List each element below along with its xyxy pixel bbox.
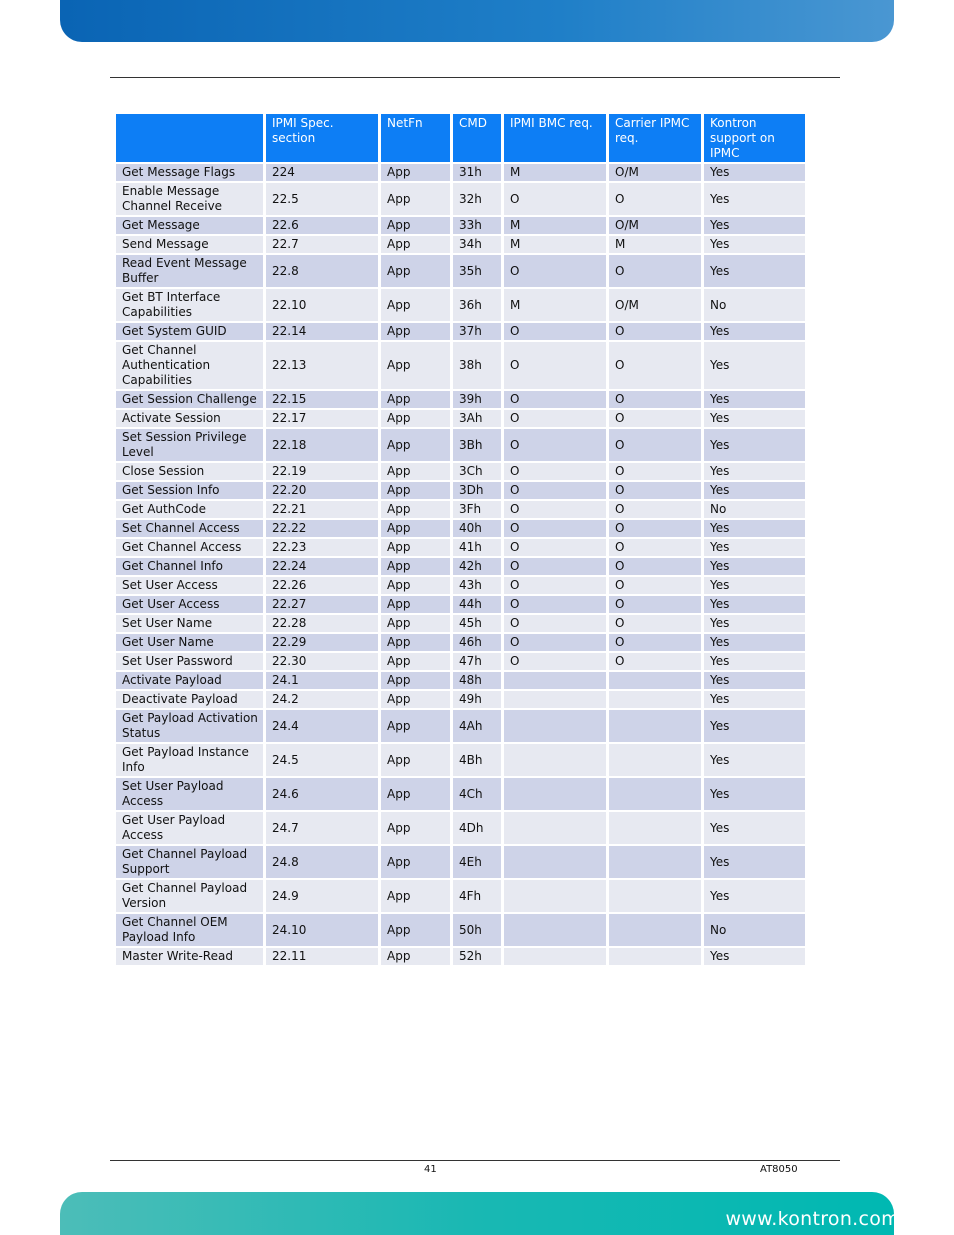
cmd-cell: 32h	[453, 183, 501, 215]
kontron-support-cell: Yes	[704, 410, 805, 427]
bmc-req-cell: O	[504, 501, 606, 518]
table-row	[116, 520, 805, 537]
carrier-req-cell	[609, 914, 701, 946]
cmd-cell: 52h	[453, 948, 501, 965]
kontron-support-cell: Yes	[704, 539, 805, 556]
table-row	[116, 672, 805, 689]
carrier-req-cell	[609, 744, 701, 776]
spec-section-cell: 22.10	[266, 289, 378, 321]
spec-section-cell: 24.9	[266, 880, 378, 912]
bmc-req-cell: O	[504, 391, 606, 408]
table-row	[116, 342, 805, 389]
netfn-cell: App	[381, 812, 450, 844]
header-cmd: CMD	[453, 114, 501, 162]
cmd-cell: 37h	[453, 323, 501, 340]
cmd-cell: 43h	[453, 577, 501, 594]
carrier-req-cell: M	[609, 236, 701, 253]
netfn-cell: App	[381, 482, 450, 499]
spec-section-cell: 22.28	[266, 615, 378, 632]
carrier-req-cell	[609, 812, 701, 844]
spec-section-cell: 24.1	[266, 672, 378, 689]
kontron-support-cell: Yes	[704, 255, 805, 287]
carrier-req-cell	[609, 880, 701, 912]
cmd-cell: 3Fh	[453, 501, 501, 518]
top-divider	[110, 77, 840, 78]
kontron-support-cell: Yes	[704, 812, 805, 844]
command-cell: Set Session Privilege Level	[116, 429, 263, 461]
table-row	[116, 615, 805, 632]
netfn-cell: App	[381, 342, 450, 389]
carrier-req-cell: O	[609, 255, 701, 287]
carrier-req-cell	[609, 948, 701, 965]
spec-section-cell: 22.6	[266, 217, 378, 234]
bmc-req-cell	[504, 846, 606, 878]
netfn-cell: App	[381, 236, 450, 253]
netfn-cell: App	[381, 289, 450, 321]
kontron-support-cell: Yes	[704, 463, 805, 480]
spec-section-cell: 22.5	[266, 183, 378, 215]
spec-section-cell: 24.4	[266, 710, 378, 742]
cmd-cell: 47h	[453, 653, 501, 670]
spec-section-cell: 24.8	[266, 846, 378, 878]
bmc-req-cell: O	[504, 183, 606, 215]
bmc-req-cell	[504, 691, 606, 708]
spec-section-cell: 24.10	[266, 914, 378, 946]
cmd-cell: 36h	[453, 289, 501, 321]
bmc-req-cell: M	[504, 217, 606, 234]
bmc-req-cell: O	[504, 653, 606, 670]
carrier-req-cell: O	[609, 653, 701, 670]
bmc-req-cell	[504, 948, 606, 965]
spec-section-cell: 224	[266, 164, 378, 181]
carrier-req-cell: O	[609, 482, 701, 499]
header-command	[116, 114, 263, 162]
cmd-cell: 50h	[453, 914, 501, 946]
top-banner	[60, 0, 894, 42]
netfn-cell: App	[381, 410, 450, 427]
command-cell: Set User Access	[116, 577, 263, 594]
spec-section-cell: 22.30	[266, 653, 378, 670]
carrier-req-cell: O/M	[609, 217, 701, 234]
cmd-cell: 4Ch	[453, 778, 501, 810]
cmd-cell: 3Ch	[453, 463, 501, 480]
carrier-req-cell: O	[609, 391, 701, 408]
table-row	[116, 577, 805, 594]
bmc-req-cell: O	[504, 577, 606, 594]
kontron-support-cell: Yes	[704, 672, 805, 689]
carrier-req-cell: O	[609, 596, 701, 613]
cmd-cell: 39h	[453, 391, 501, 408]
command-cell: Get System GUID	[116, 323, 263, 340]
header-bmc-req: IPMI BMC req.	[504, 114, 606, 162]
header-spec-section: IPMI Spec. section	[266, 114, 378, 162]
spec-section-cell: 22.22	[266, 520, 378, 537]
kontron-support-cell: Yes	[704, 634, 805, 651]
bmc-req-cell: O	[504, 342, 606, 389]
bmc-req-cell	[504, 778, 606, 810]
cmd-cell: 46h	[453, 634, 501, 651]
spec-section-cell: 22.27	[266, 596, 378, 613]
command-cell: Get Channel Authentication Capabilities	[116, 342, 263, 389]
spec-section-cell: 22.21	[266, 501, 378, 518]
kontron-support-cell: Yes	[704, 691, 805, 708]
cmd-cell: 3Bh	[453, 429, 501, 461]
kontron-support-cell: Yes	[704, 217, 805, 234]
document-code: AT8050	[760, 1164, 798, 1175]
bmc-req-cell	[504, 710, 606, 742]
cmd-cell: 45h	[453, 615, 501, 632]
bmc-req-cell: O	[504, 463, 606, 480]
ipmi-command-table	[113, 112, 808, 967]
spec-section-cell: 22.20	[266, 482, 378, 499]
table-row	[116, 391, 805, 408]
kontron-support-cell: Yes	[704, 183, 805, 215]
netfn-cell: App	[381, 596, 450, 613]
carrier-req-cell: O	[609, 463, 701, 480]
bmc-req-cell: O	[504, 255, 606, 287]
table-row	[116, 323, 805, 340]
command-cell: Master Write-Read	[116, 948, 263, 965]
kontron-support-cell: Yes	[704, 778, 805, 810]
carrier-req-cell: O	[609, 501, 701, 518]
carrier-req-cell: O	[609, 520, 701, 537]
spec-section-cell: 22.7	[266, 236, 378, 253]
cmd-cell: 40h	[453, 520, 501, 537]
table-row	[116, 217, 805, 234]
spec-section-cell: 24.7	[266, 812, 378, 844]
netfn-cell: App	[381, 183, 450, 215]
bmc-req-cell: O	[504, 520, 606, 537]
bmc-req-cell: O	[504, 539, 606, 556]
bmc-req-cell: M	[504, 164, 606, 181]
netfn-cell: App	[381, 948, 450, 965]
command-cell: Get Message	[116, 217, 263, 234]
bmc-req-cell: O	[504, 615, 606, 632]
netfn-cell: App	[381, 577, 450, 594]
table-row	[116, 501, 805, 518]
table-row	[116, 596, 805, 613]
table-row	[116, 539, 805, 556]
kontron-support-cell: Yes	[704, 880, 805, 912]
netfn-cell: App	[381, 710, 450, 742]
kontron-support-cell: Yes	[704, 744, 805, 776]
netfn-cell: App	[381, 653, 450, 670]
table-row	[116, 846, 805, 878]
spec-section-cell: 22.8	[266, 255, 378, 287]
bmc-req-cell	[504, 880, 606, 912]
kontron-support-cell: Yes	[704, 391, 805, 408]
cmd-cell: 41h	[453, 539, 501, 556]
spec-section-cell: 22.11	[266, 948, 378, 965]
netfn-cell: App	[381, 880, 450, 912]
cmd-cell: 49h	[453, 691, 501, 708]
table-row	[116, 914, 805, 946]
bmc-req-cell	[504, 744, 606, 776]
carrier-req-cell	[609, 710, 701, 742]
spec-section-cell: 22.18	[266, 429, 378, 461]
table-row	[116, 778, 805, 810]
spec-section-cell: 22.24	[266, 558, 378, 575]
table-row	[116, 482, 805, 499]
kontron-support-cell: No	[704, 914, 805, 946]
command-cell: Get AuthCode	[116, 501, 263, 518]
command-cell: Get User Name	[116, 634, 263, 651]
command-cell: Get Payload Activation Status	[116, 710, 263, 742]
header-netfn: NetFn	[381, 114, 450, 162]
command-cell: Get Session Challenge	[116, 391, 263, 408]
spec-section-cell: 22.14	[266, 323, 378, 340]
cmd-cell: 34h	[453, 236, 501, 253]
header-kontron-support: Kontron support on IPMC	[704, 114, 805, 162]
kontron-support-cell: Yes	[704, 846, 805, 878]
command-cell: Get Payload Instance Info	[116, 744, 263, 776]
spec-section-cell: 22.15	[266, 391, 378, 408]
table-row	[116, 812, 805, 844]
command-cell: Send Message	[116, 236, 263, 253]
cmd-cell: 3Dh	[453, 482, 501, 499]
table-row	[116, 410, 805, 427]
table-row	[116, 183, 805, 215]
carrier-req-cell: O	[609, 577, 701, 594]
kontron-support-cell: Yes	[704, 520, 805, 537]
netfn-cell: App	[381, 744, 450, 776]
kontron-support-cell: Yes	[704, 653, 805, 670]
cmd-cell: 35h	[453, 255, 501, 287]
command-cell: Set User Name	[116, 615, 263, 632]
command-cell: Get User Payload Access	[116, 812, 263, 844]
spec-section-cell: 22.19	[266, 463, 378, 480]
cmd-cell: 31h	[453, 164, 501, 181]
carrier-req-cell: O	[609, 615, 701, 632]
carrier-req-cell	[609, 778, 701, 810]
table-row	[116, 710, 805, 742]
table-row	[116, 744, 805, 776]
bmc-req-cell: M	[504, 289, 606, 321]
table-row	[116, 691, 805, 708]
spec-section-cell: 24.5	[266, 744, 378, 776]
kontron-support-cell: No	[704, 289, 805, 321]
kontron-support-cell: Yes	[704, 596, 805, 613]
table-row	[116, 164, 805, 181]
netfn-cell: App	[381, 429, 450, 461]
spec-section-cell: 24.2	[266, 691, 378, 708]
command-cell: Set Channel Access	[116, 520, 263, 537]
website-url: www.kontron.com	[725, 1208, 900, 1230]
table-row	[116, 634, 805, 651]
kontron-support-cell: No	[704, 501, 805, 518]
netfn-cell: App	[381, 539, 450, 556]
bmc-req-cell: M	[504, 236, 606, 253]
header-carrier-req: Carrier IPMC req.	[609, 114, 701, 162]
command-cell: Get Channel Info	[116, 558, 263, 575]
kontron-support-cell: Yes	[704, 342, 805, 389]
bmc-req-cell	[504, 812, 606, 844]
netfn-cell: App	[381, 463, 450, 480]
netfn-cell: App	[381, 691, 450, 708]
bmc-req-cell: O	[504, 323, 606, 340]
cmd-cell: 4Eh	[453, 846, 501, 878]
cmd-cell: 4Fh	[453, 880, 501, 912]
netfn-cell: App	[381, 615, 450, 632]
command-cell: Activate Payload	[116, 672, 263, 689]
netfn-cell: App	[381, 255, 450, 287]
netfn-cell: App	[381, 501, 450, 518]
command-cell: Get Message Flags	[116, 164, 263, 181]
command-cell: Set User Password	[116, 653, 263, 670]
netfn-cell: App	[381, 778, 450, 810]
carrier-req-cell: O	[609, 410, 701, 427]
command-cell: Enable Message Channel Receive	[116, 183, 263, 215]
table-row	[116, 948, 805, 965]
table-row	[116, 255, 805, 287]
carrier-req-cell: O/M	[609, 289, 701, 321]
carrier-req-cell: O/M	[609, 164, 701, 181]
command-cell: Activate Session	[116, 410, 263, 427]
cmd-cell: 44h	[453, 596, 501, 613]
table-row	[116, 880, 805, 912]
netfn-cell: App	[381, 323, 450, 340]
bmc-req-cell: O	[504, 410, 606, 427]
cmd-cell: 4Dh	[453, 812, 501, 844]
command-cell: Set User Payload Access	[116, 778, 263, 810]
cmd-cell: 4Bh	[453, 744, 501, 776]
bottom-divider	[110, 1160, 840, 1161]
netfn-cell: App	[381, 914, 450, 946]
table-row	[116, 558, 805, 575]
table-row	[116, 429, 805, 461]
command-cell: Get BT Interface Capabilities	[116, 289, 263, 321]
command-cell: Get Channel Payload Version	[116, 880, 263, 912]
netfn-cell: App	[381, 520, 450, 537]
command-cell: Deactivate Payload	[116, 691, 263, 708]
carrier-req-cell: O	[609, 429, 701, 461]
carrier-req-cell: O	[609, 558, 701, 575]
carrier-req-cell	[609, 672, 701, 689]
cmd-cell: 42h	[453, 558, 501, 575]
bmc-req-cell: O	[504, 482, 606, 499]
cmd-cell: 33h	[453, 217, 501, 234]
spec-section-cell: 22.26	[266, 577, 378, 594]
carrier-req-cell: O	[609, 634, 701, 651]
cmd-cell: 3Ah	[453, 410, 501, 427]
table-body	[116, 164, 805, 965]
kontron-support-cell: Yes	[704, 577, 805, 594]
kontron-support-cell: Yes	[704, 710, 805, 742]
kontron-support-cell: Yes	[704, 482, 805, 499]
table-row	[116, 463, 805, 480]
bmc-req-cell	[504, 914, 606, 946]
spec-section-cell: 22.29	[266, 634, 378, 651]
kontron-support-cell: Yes	[704, 615, 805, 632]
spec-section-cell: 22.17	[266, 410, 378, 427]
kontron-support-cell: Yes	[704, 429, 805, 461]
command-cell: Get Channel Access	[116, 539, 263, 556]
kontron-support-cell: Yes	[704, 236, 805, 253]
netfn-cell: App	[381, 391, 450, 408]
carrier-req-cell: O	[609, 183, 701, 215]
bmc-req-cell: O	[504, 429, 606, 461]
table-row	[116, 236, 805, 253]
bmc-req-cell: O	[504, 596, 606, 613]
carrier-req-cell: O	[609, 323, 701, 340]
netfn-cell: App	[381, 217, 450, 234]
table-row	[116, 653, 805, 670]
carrier-req-cell	[609, 846, 701, 878]
cmd-cell: 4Ah	[453, 710, 501, 742]
page-number: 41	[424, 1164, 437, 1175]
spec-section-cell: 22.13	[266, 342, 378, 389]
spec-section-cell: 22.23	[266, 539, 378, 556]
command-cell: Get Channel OEM Payload Info	[116, 914, 263, 946]
table-row	[116, 289, 805, 321]
netfn-cell: App	[381, 558, 450, 575]
command-cell: Read Event Message Buffer	[116, 255, 263, 287]
netfn-cell: App	[381, 672, 450, 689]
cmd-cell: 38h	[453, 342, 501, 389]
netfn-cell: App	[381, 164, 450, 181]
command-cell: Get Session Info	[116, 482, 263, 499]
bmc-req-cell: O	[504, 558, 606, 575]
command-cell: Get Channel Payload Support	[116, 846, 263, 878]
carrier-req-cell	[609, 691, 701, 708]
spec-section-cell: 24.6	[266, 778, 378, 810]
carrier-req-cell: O	[609, 342, 701, 389]
netfn-cell: App	[381, 634, 450, 651]
command-cell: Close Session	[116, 463, 263, 480]
netfn-cell: App	[381, 846, 450, 878]
command-cell: Get User Access	[116, 596, 263, 613]
bmc-req-cell	[504, 672, 606, 689]
table-header-row	[116, 114, 805, 162]
carrier-req-cell: O	[609, 539, 701, 556]
cmd-cell: 48h	[453, 672, 501, 689]
kontron-support-cell: Yes	[704, 558, 805, 575]
kontron-support-cell: Yes	[704, 323, 805, 340]
kontron-support-cell: Yes	[704, 948, 805, 965]
kontron-support-cell: Yes	[704, 164, 805, 181]
bmc-req-cell: O	[504, 634, 606, 651]
